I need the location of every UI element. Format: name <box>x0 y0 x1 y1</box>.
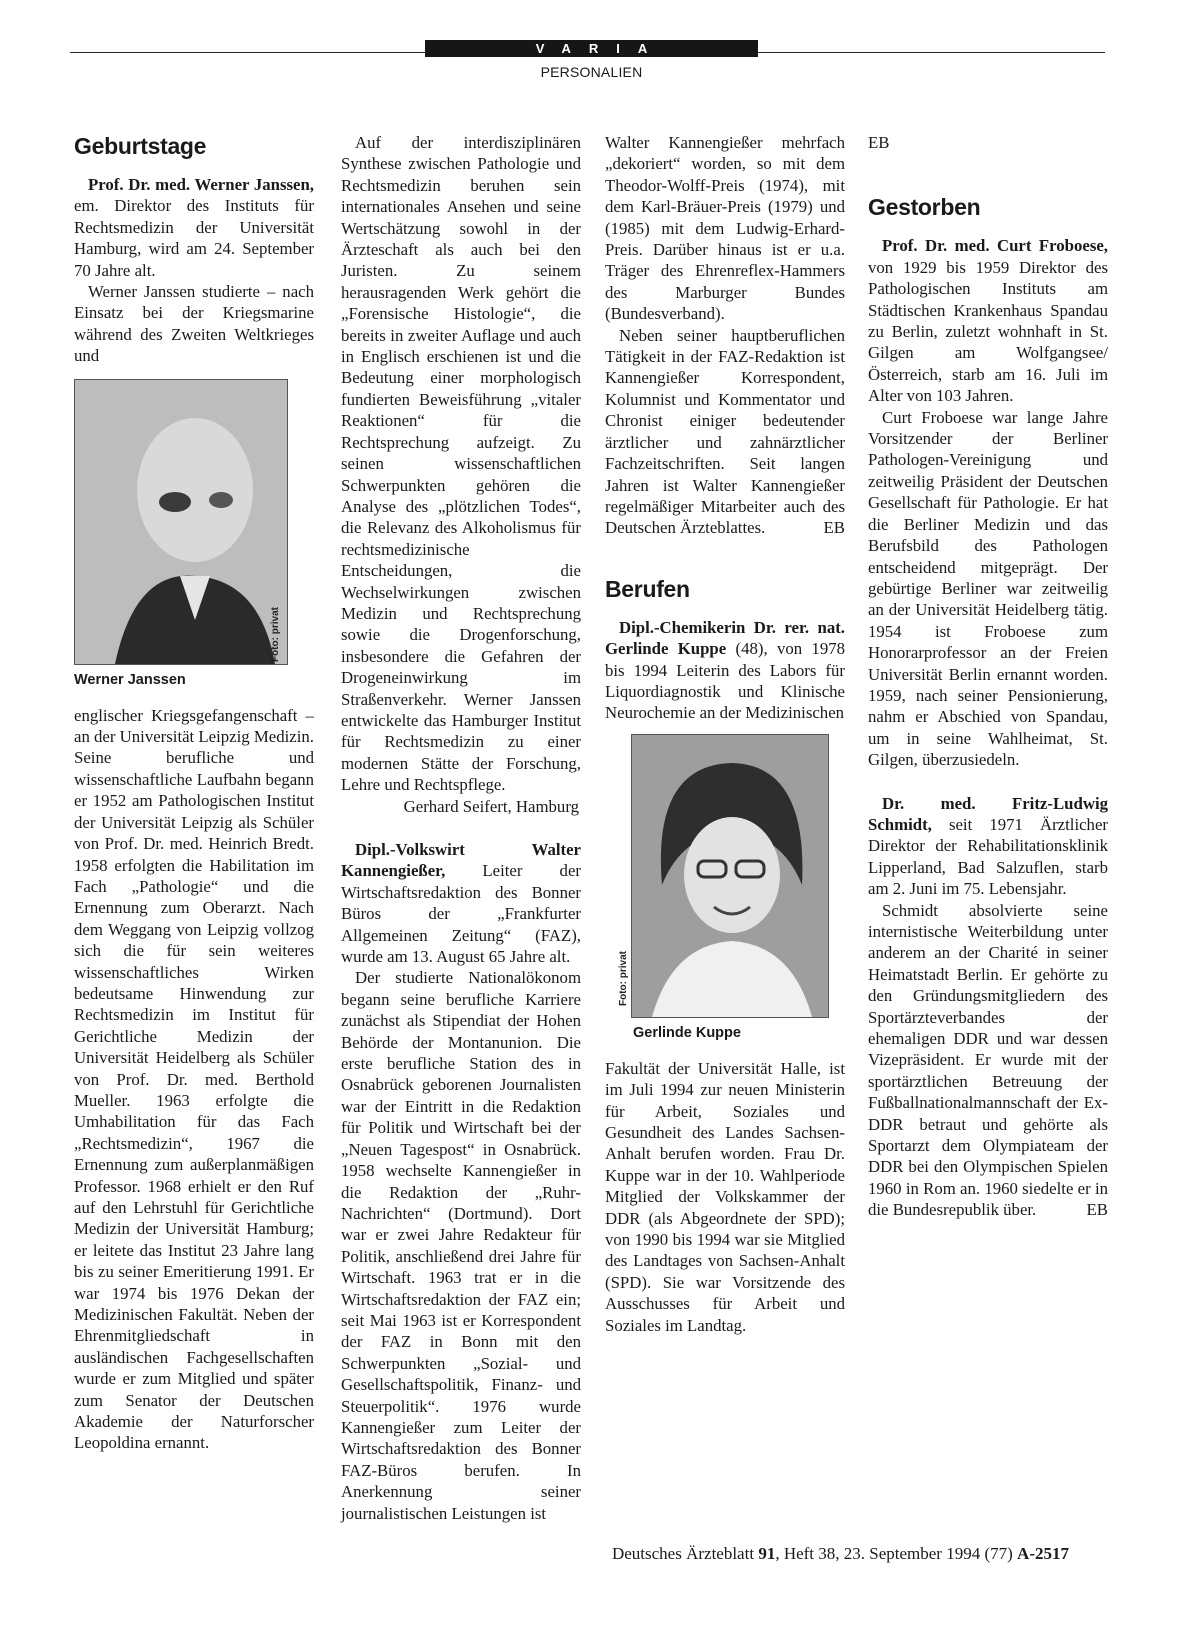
photo-caption: Gerlinde Kuppe <box>633 1024 741 1041</box>
kuppe-paragraph-cont: EB <box>868 133 890 152</box>
kuppe-name: Dipl.-Chemikerin Dr. rer. nat. Gerlinde Kuppe <box>605 617 845 659</box>
kuppe-paragraph: Fakultät der Universität Halle, ist im Juli 1994 zur neuen Ministerin für Arbeit, Soziales und Gesundheit des Landes Sachsen-Anhalt berufen worden. Frau Dr. Kuppe war in der 10. Wahlperiode Mitglied der Volkskammer der DDR (als Abgeordnete der SPD); von 1990 bis 1994 war sie Mitglied des Landtages von Sachsen-Anhalt (SPD). Sie war Vorsitzende des Ausschusses für Arbeit und Soziales im Landtag. <box>605 1058 845 1335</box>
footer-page-number: A-2517 <box>1017 1544 1069 1563</box>
page-footer <box>612 1544 1069 1564</box>
froboese-name: Prof. Dr. med. Curt Froboese, <box>882 236 1108 256</box>
schmidt-paragraph <box>868 900 1108 1221</box>
kannengiesser-name: Dipl.-Volkswirt Walter Kannengießer, <box>341 840 581 881</box>
column-4 <box>868 132 1108 1221</box>
portrait-image <box>632 735 828 1017</box>
kuppe-photo <box>631 734 829 1018</box>
footer-journal: Deutsches Ärzteblatt <box>611 1544 759 1563</box>
kuppe-lead-text: (48), von 1978 bis 1994 Leiterin des Labors für Liquordiagnostik und Klinische Neurochemie an der Medizinischen <box>605 639 845 723</box>
kannengiesser-paragraph-2-text: Neben seiner hauptberuflichen Tätigkeit in der FAZ-Redaktion ist Kannengießer Korrespondent, Kolumnist und Kommentator und Chronist einiger bedeutender ärztlicher und zahnärztlicher Fachzeitschriften. Seit langen Jahren ist Walter Kannengießer regelmäßiger Mitarbeiter auch des Deutschen Ärzteblattes. <box>605 325 845 538</box>
janssen-signature: Gerhard Seifert, Hamburg <box>403 796 579 816</box>
column-2 <box>341 132 581 1524</box>
kuppe-lead <box>605 617 845 724</box>
photo-credit: Foto: privat <box>270 606 281 662</box>
kannengiesser-signature: EB <box>823 518 845 538</box>
janssen-lead-text: em. Direktor des Instituts für Rechtsmedizin der Universität Hamburg, wird am 24. September 70 Jahre alt. <box>74 196 314 280</box>
heading-geburtstage: Geburtstage <box>74 133 207 159</box>
janssen-lead <box>74 174 314 281</box>
kannengiesser-paragraph-1: Der studierte Nationalökonom begann seine berufliche Karriere zunächst als Stipendiat der Hohen Behörde der Montanunion. Die erste berufliche Station des in Osnabrück geborenen Journalisten war der Eintritt in die Redaktion für Politik und Wirtschaft bei der „Neuen Tagespost“ in Osnabrück. 1958 wechselte Kannengießer in die Redaktion der „Ruhr-Nachrichten“ (Dortmund). Dort war er zwei Jahre Redakteur für Politik, anschließend drei Jahre für Wirtschaft. 1963 trat er in die Wirtschaftsredaktion der FAZ ein; seit Mai 1963 ist er Korrespondent der FAZ in Bonn mit den Schwerpunkten „Sozial- und Gesellschaftspolitik, Finanz- und Steuerpolitik“. 1976 wurde Kannengießer zum Leiter der Wirtschaftsredaktion des Bonner FAZ-Büros berufen. In Anerkennung seiner journalistischen Leistungen ist <box>341 968 581 1523</box>
janssen-paragraph-1-cont: englischer Kriegsgefangenschaft – an der Universität Leipzig Medizin. Seine berufliche und wissenschaftliche Laufbahn begann er 1952 am Pathologischen Institut der Universität Leipzig als Schüler von Prof. Dr. med. Heinrich Bredt. 1958 erfolgten die Habilitation im Fach „Pathologie“ und die Ernennung zum Oberarzt. Nach dem Weggang von Leipzig vollzog sich die für sein weiteres wissenschaftliches Wirken bedeutsame Hinwendung zur Rechtsmedizin im Institut für Gerichtliche Medizin der Universität Heidelberg als Schüler von Prof. Dr. med. Berthold Mueller. 1963 erfolgte die Umhabilitation für das Fach „Rechtsmedizin“, 1967 die Ernennung zum außerplanmäßigen Professor. 1968 erhielt er den Ruf auf den Lehrstuhl für Gerichtliche Medizin der Universität Hamburg; er leitete das Institut 23 Jahre lang bis zu seiner Emeritierung 1991. Er war 1974 bis 1976 Dekan der Medizinischen Fakultät. Neben der Ehrenmitgliedschaft in ausländischen Fachgesellschaften wurde er zum Mitglied und später zum Senator der Deutschen Akademie der Naturforscher Leopoldina ernannt. <box>74 705 314 1453</box>
column-1 <box>74 132 314 1454</box>
column-3 <box>605 325 845 1336</box>
schmidt-paragraph-text: Schmidt absolvierte seine internistische Weiterbildung unter anderem an der Charité in seiner Heimatstadt Berlin. Er gehörte zu den Gründungsmitgliedern des Sportärzteverbandes der ehemaligen DDR und war dessen Vizepräsident. Er wurde mit der sportärztlichen Betreuung der Fußballnationalmannschaft der Ex-DDR betraut und gehörte als Sportarzt dem Olympiateam der DDR bei den Olympischen Spielen 1960 in Rom an. 1960 siedelte er in die Bundesrepublik über. <box>868 900 1108 1220</box>
kannengiesser-paragraph-1-cont: Walter Kannengießer mehrfach „dekoriert“ worden, so mit dem Theodor-Wolff-Preis (1974), mit dem Karl-Bräuer-Preis (1979) und (1985) mit dem Ludwig-Erhard-Preis. Darüber hinaus ist er u.a. Träger des Ehrenreflex-Hammers des Marburger Bundes (Bundesverband). <box>605 133 845 324</box>
froboese-lead-text: von 1929 bis 1959 Direktor des Pathologischen Instituts am Städtischen Krankenhaus Spandau zu Berlin, zuletzt wohnhaft in St. Gilgen am Wolfgangsee/Österreich, starb am 16. Juli im Alter von 103 Jahren. <box>868 257 1108 406</box>
froboese-paragraph: Curt Froboese war lange Jahre Vorsitzender der Berliner Pathologen-Vereinigung und zeitweilig Präsident der Deutschen Gesellschaft für Pathologie. Er hat die Berliner Medizin und das Berufsbild des Pathologen entscheidend mitgeprägt. Der gebürtige Berliner war zeitweilig an der Universität Heidelberg tätig. 1954 ist Froboese zum Honorarprofessor an der Freien Universität Berlin ernannt worden. 1959, nach seiner Pensionierung, nahm er Abschied von Spandau, um in seine Wahlheimat, St. Gilgen, überzusiedeln. <box>868 407 1108 770</box>
schmidt-lead-text: seit 1971 Ärztlicher Direktor der Rehabilitationsklinik Lipperland, Bad Salzuflen, starb am 2. Juni im 75. Lebensjahr. <box>868 814 1108 899</box>
janssen-name: Prof. Dr. med. Werner Janssen, <box>88 175 314 194</box>
section-banner: VARIA <box>425 40 758 57</box>
schmidt-lead <box>868 793 1108 900</box>
kannengiesser-lead-text: Leiter der Wirtschaftsredaktion des Bonner Büros der „Frankfurter Allgemeinen Zeitung“ (FAZ), wurde am 13. August 65 Jahre alt. <box>341 861 581 967</box>
janssen-photo <box>74 379 288 665</box>
schmidt-signature: EB <box>1086 1200 1108 1220</box>
photo-caption: Werner Janssen <box>74 671 186 688</box>
photo-credit: Foto: privat <box>618 950 629 1006</box>
heading-gestorben: Gestorben <box>868 194 981 221</box>
schmidt-name: Dr. med. Fritz-Ludwig Schmidt, <box>868 793 1108 834</box>
heading-berufen: Berufen <box>605 575 690 602</box>
kannengiesser-paragraph-2 <box>605 325 845 539</box>
column-3-top <box>605 132 845 325</box>
footer-issue: , Heft 38, 23. September 1994 (77) <box>775 1544 1018 1563</box>
kannengiesser-lead <box>341 839 581 967</box>
column-4-top <box>868 132 1108 153</box>
janssen-paragraph-1: Werner Janssen studierte – nach Einsatz bei der Kriegsmarine während des Zweiten Weltkrieges und <box>74 282 314 366</box>
portrait-image <box>75 380 287 664</box>
froboese-lead <box>868 235 1108 406</box>
janssen-paragraph-2: Auf der interdisziplinären Synthese zwischen Pathologie und Rechtsmedizin beruhen sein internationales Ansehen und seine Wertschätzung sowohl in der Ärzteschaft als auch bei den Juristen. Zu seinem herausragenden Werk gehört die „Forensische Histologie“, die bereits in zweiter Auflage und auch in Englisch erschienen ist und die Bedeutung einer morphologisch fundierten Beweisführung „vitaler Reaktionen“ für die Rechtsprechung aufzeigt. Zu seinen wissenschaftlichen Schwerpunkten gehören die Analyse des „plötzlichen Todes“, die Relevanz des Alkoholismus für rechtsmedizinische Entscheidungen, die Wechselwirkungen zwischen Medizin und Rechtsprechung sowie die Drogenforschung, insbesondere die Gefahren der Drogeneinwirkung im Straßenverkehr. Werner Janssen entwickelte das Hamburger Institut für Rechtsmedizin zu einer modernen Stätte der Forschung, Lehre und Rechtspflege. <box>341 133 581 795</box>
subsection-title: PERSONALIEN <box>540 64 643 80</box>
footer-volume: 91 <box>758 1544 776 1563</box>
